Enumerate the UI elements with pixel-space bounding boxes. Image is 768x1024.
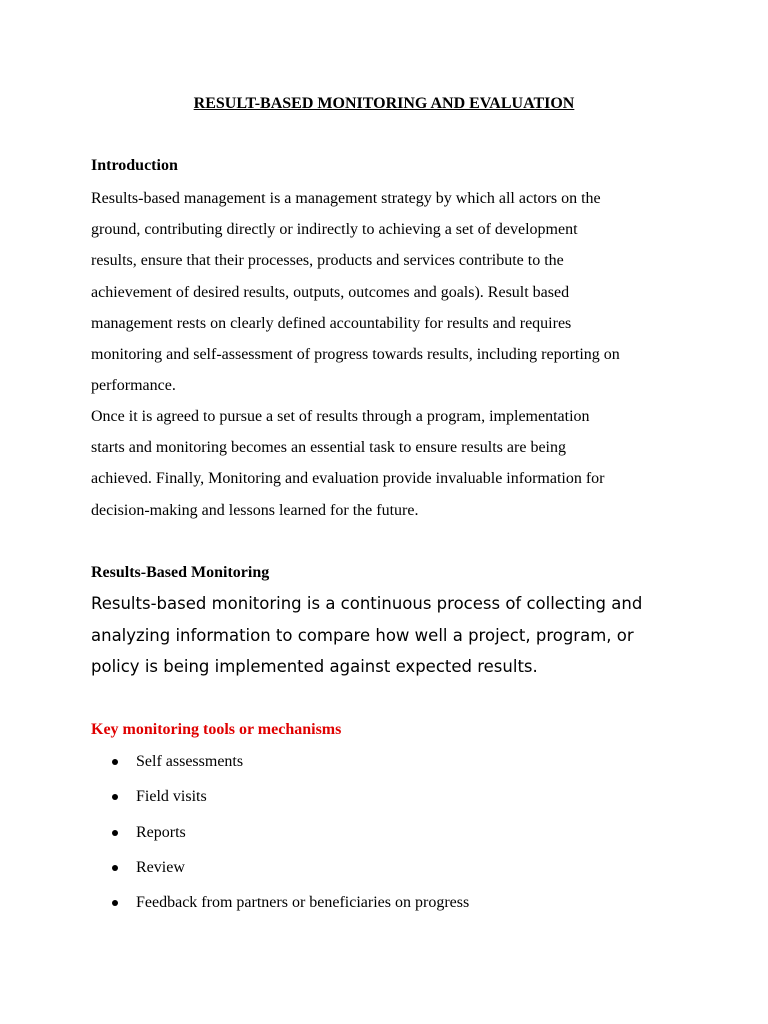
introduction-heading: Introduction (91, 157, 178, 174)
list-item-text: Reports (136, 823, 186, 841)
paragraph-line: decision-making and lessons learned for the future. (91, 501, 419, 519)
paragraph-line: analyzing information to compare how well a project, program, or (91, 625, 634, 645)
paragraph-line: Once it is agreed to pursue a set of results through a program, implementation (91, 408, 590, 425)
paragraph-line: achieved. Finally, Monitoring and evaluation provide invaluable information for (91, 470, 605, 488)
bullet-icon (112, 900, 118, 906)
paragraph-line: results, ensure that their processes, products and services contribute to the (91, 252, 564, 270)
list-item-text: Field visits (136, 788, 207, 806)
paragraph-line: Results-based monitoring is a continuous process of collecting and (91, 594, 643, 613)
bullet-icon (112, 794, 118, 800)
list-item-text: Feedback from partners or beneficiaries on progress (136, 894, 470, 912)
paragraph-line: performance. (91, 377, 176, 395)
paragraph-line: policy is being implemented against expected results. (91, 657, 538, 676)
key-tools-heading: Key monitoring tools or mechanisms (91, 721, 342, 738)
paragraph-line: monitoring and self-assessment of progress towards results, including reporting on (91, 345, 620, 363)
paragraph-line: ground, contributing directly or indirectly to achieving a set of development (91, 221, 578, 239)
document-title: RESULT-BASED MONITORING AND EVALUATION (193, 95, 575, 112)
list-item-text: Review (136, 858, 185, 876)
introduction-paragraph-2 (91, 401, 691, 526)
paragraph-line: starts and monitoring becomes an essential task to ensure results are being (91, 439, 566, 457)
paragraph-line: management rests on clearly defined accountability for results and requires (91, 314, 572, 332)
paragraph-line: achievement of desired results, outputs, outcomes and goals). Result based (91, 283, 570, 301)
bullet-icon (112, 759, 118, 765)
bullet-icon (112, 830, 118, 836)
results-based-monitoring-heading: Results-Based Monitoring (91, 564, 270, 581)
bullet-icon (112, 865, 118, 871)
paragraph-line: Results-based management is a management strategy by which all actors on the (91, 190, 601, 207)
list-item-text: Self assessments (136, 753, 244, 770)
results-based-monitoring-paragraph (91, 588, 731, 683)
introduction-paragraph-1 (91, 183, 691, 401)
